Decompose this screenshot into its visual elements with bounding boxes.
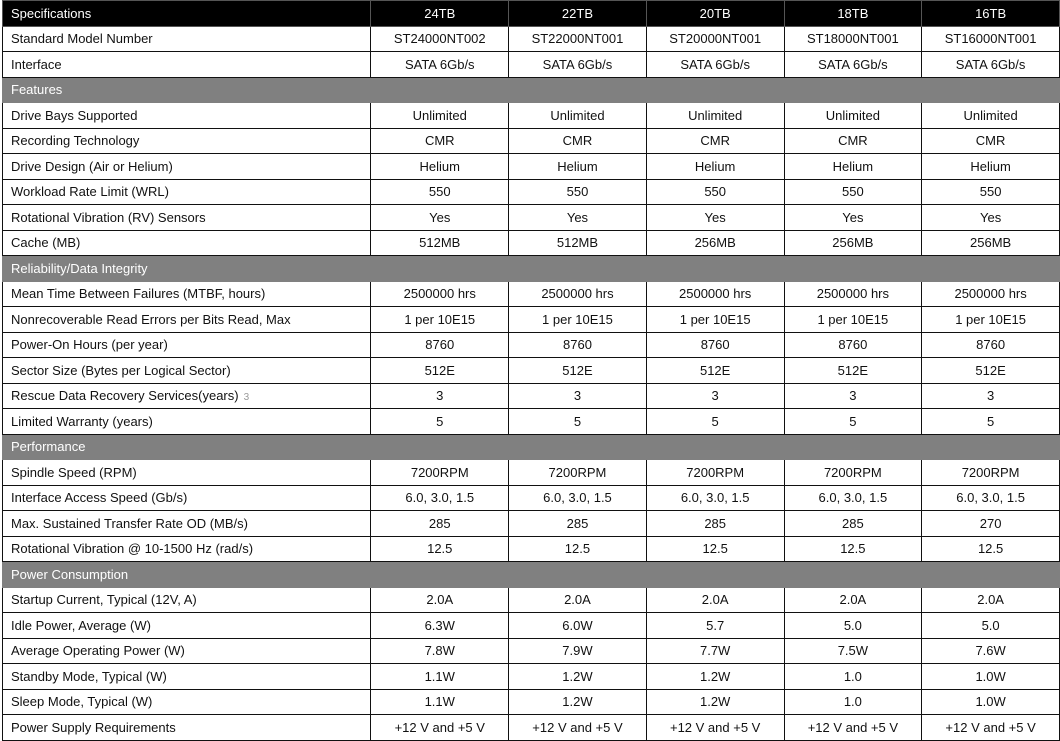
value-cell: 12.5 [371, 536, 509, 562]
row-label-cell [3, 52, 371, 78]
table-row [3, 536, 1060, 562]
value-cell: 12.5 [922, 536, 1060, 562]
table-row [3, 511, 1060, 537]
value-cell: 5.0 [922, 613, 1060, 639]
value-cell: 1.2W [646, 689, 784, 715]
value-cell: 6.3W [371, 613, 509, 639]
row-label: Standby Mode, Typical (W) [11, 668, 167, 684]
section-title: Reliability/Data Integrity [3, 256, 1060, 282]
value-cell: 5 [922, 409, 1060, 435]
value-cell: Unlimited [371, 103, 509, 129]
value-cell: CMR [509, 128, 647, 154]
value-cell: Yes [509, 205, 647, 231]
value-cell: +12 V and +5 V [371, 715, 509, 741]
row-label-cell [3, 26, 371, 52]
value-cell: Yes [646, 205, 784, 231]
value-cell: 2500000 hrs [509, 281, 647, 307]
row-label: Rotational Vibration (RV) Sensors [11, 209, 206, 225]
value-cell: CMR [784, 128, 922, 154]
value-cell: 550 [509, 179, 647, 205]
value-cell: 270 [922, 511, 1060, 537]
row-label: Interface [11, 56, 62, 72]
value-cell: 12.5 [784, 536, 922, 562]
section-row [3, 562, 1060, 588]
row-label-cell [3, 638, 371, 664]
value-cell: 7200RPM [922, 460, 1060, 486]
value-cell: Unlimited [922, 103, 1060, 129]
value-cell: ST20000NT001 [646, 26, 784, 52]
value-cell: 5 [371, 409, 509, 435]
value-cell: 1 per 10E15 [509, 307, 647, 333]
value-cell: Helium [371, 154, 509, 180]
row-label-cell [3, 281, 371, 307]
value-cell: Yes [371, 205, 509, 231]
row-label-cell [3, 485, 371, 511]
value-cell: 8760 [922, 332, 1060, 358]
value-cell: 1.2W [509, 689, 647, 715]
value-cell: 2.0A [784, 587, 922, 613]
header-capacity-24tb: 24TB [371, 1, 509, 27]
table-row [3, 332, 1060, 358]
value-cell: 285 [646, 511, 784, 537]
spec-table-body [3, 26, 1060, 740]
row-label-cell [3, 511, 371, 537]
row-label: Power-On Hours (per year) [11, 337, 168, 353]
row-label-cell [3, 460, 371, 486]
value-cell: ST22000NT001 [509, 26, 647, 52]
value-cell: 5.0 [784, 613, 922, 639]
section-row [3, 77, 1060, 103]
table-row [3, 358, 1060, 384]
section-title: Power Consumption [3, 562, 1060, 588]
value-cell: 550 [784, 179, 922, 205]
table-row [3, 154, 1060, 180]
row-label-cell [3, 383, 371, 409]
value-cell: 2500000 hrs [784, 281, 922, 307]
value-cell: Yes [922, 205, 1060, 231]
value-cell: 285 [509, 511, 647, 537]
value-cell: 12.5 [646, 536, 784, 562]
row-label-cell [3, 332, 371, 358]
value-cell: 7.7W [646, 638, 784, 664]
table-row [3, 52, 1060, 78]
table-row [3, 715, 1060, 741]
value-cell: 6.0W [509, 613, 647, 639]
value-cell: 6.0, 3.0, 1.5 [922, 485, 1060, 511]
section-row [3, 434, 1060, 460]
row-label: Average Operating Power (W) [11, 643, 185, 659]
value-cell: 1 per 10E15 [784, 307, 922, 333]
table-row [3, 689, 1060, 715]
row-label-cell [3, 154, 371, 180]
value-cell: Yes [784, 205, 922, 231]
row-label-cell [3, 613, 371, 639]
value-cell: 8760 [646, 332, 784, 358]
row-label: Drive Bays Supported [11, 107, 138, 123]
value-cell: 1.2W [646, 664, 784, 690]
value-cell: Helium [509, 154, 647, 180]
value-cell: 7200RPM [784, 460, 922, 486]
value-cell: 1.1W [371, 664, 509, 690]
value-cell: Helium [784, 154, 922, 180]
table-row [3, 103, 1060, 129]
value-cell: 512MB [371, 230, 509, 256]
table-row [3, 664, 1060, 690]
spec-table [2, 0, 1060, 741]
value-cell: 1 per 10E15 [371, 307, 509, 333]
row-label: Max. Sustained Transfer Rate OD (MB/s) [11, 515, 248, 531]
value-cell: 2500000 hrs [922, 281, 1060, 307]
section-title: Performance [3, 434, 1060, 460]
row-label: Rescue Data Recovery Services(years) [11, 388, 239, 404]
header-specifications: Specifications [3, 1, 371, 27]
value-cell: 256MB [784, 230, 922, 256]
value-cell: 6.0, 3.0, 1.5 [784, 485, 922, 511]
value-cell: 8760 [784, 332, 922, 358]
value-cell: SATA 6Gb/s [784, 52, 922, 78]
value-cell: 3 [371, 383, 509, 409]
value-cell: 8760 [371, 332, 509, 358]
value-cell: CMR [371, 128, 509, 154]
row-label: Nonrecoverable Read Errors per Bits Read, Max [11, 311, 291, 327]
value-cell: 1.0W [922, 664, 1060, 690]
table-row [3, 383, 1060, 409]
row-label: Workload Rate Limit (WRL) [11, 184, 169, 200]
row-label-cell [3, 205, 371, 231]
value-cell: 1.0 [784, 664, 922, 690]
row-label-cell [3, 307, 371, 333]
value-cell: 285 [784, 511, 922, 537]
value-cell: 1.0W [922, 689, 1060, 715]
value-cell: 5 [646, 409, 784, 435]
table-row [3, 26, 1060, 52]
value-cell: 6.0, 3.0, 1.5 [646, 485, 784, 511]
table-row [3, 638, 1060, 664]
value-cell: 1.1W [371, 689, 509, 715]
value-cell: 550 [922, 179, 1060, 205]
table-row [3, 460, 1060, 486]
value-cell: +12 V and +5 V [784, 715, 922, 741]
value-cell: 3 [922, 383, 1060, 409]
value-cell: 2.0A [371, 587, 509, 613]
value-cell: 12.5 [509, 536, 647, 562]
value-cell: 512E [371, 358, 509, 384]
row-label-cell [3, 715, 371, 741]
row-label-cell [3, 230, 371, 256]
value-cell: 7.8W [371, 638, 509, 664]
value-cell: 2.0A [922, 587, 1060, 613]
value-cell: Unlimited [784, 103, 922, 129]
value-cell: 8760 [509, 332, 647, 358]
row-label-cell [3, 689, 371, 715]
value-cell: 512E [509, 358, 647, 384]
value-cell: CMR [922, 128, 1060, 154]
value-cell: Helium [922, 154, 1060, 180]
header-row [3, 1, 1060, 27]
value-cell: 1 per 10E15 [646, 307, 784, 333]
header-capacity-16tb: 16TB [922, 1, 1060, 27]
table-row [3, 587, 1060, 613]
value-cell: ST24000NT002 [371, 26, 509, 52]
value-cell: 512E [646, 358, 784, 384]
value-cell: 256MB [646, 230, 784, 256]
section-title: Features [3, 77, 1060, 103]
value-cell: 7.5W [784, 638, 922, 664]
value-cell: 285 [371, 511, 509, 537]
value-cell: 550 [371, 179, 509, 205]
row-label: Sleep Mode, Typical (W) [11, 694, 153, 710]
value-cell: 2.0A [646, 587, 784, 613]
row-label-cell [3, 103, 371, 129]
value-cell: 5.7 [646, 613, 784, 639]
value-cell: 7.6W [922, 638, 1060, 664]
value-cell: SATA 6Gb/s [371, 52, 509, 78]
value-cell: ST18000NT001 [784, 26, 922, 52]
value-cell: 1 per 10E15 [922, 307, 1060, 333]
value-cell: 1.0 [784, 689, 922, 715]
value-cell: 2.0A [509, 587, 647, 613]
value-cell: Unlimited [646, 103, 784, 129]
row-label: Drive Design (Air or Helium) [11, 158, 173, 174]
row-label: Cache (MB) [11, 235, 81, 251]
value-cell: 5 [784, 409, 922, 435]
value-cell: 550 [646, 179, 784, 205]
value-cell: 512MB [509, 230, 647, 256]
row-label-cell [3, 409, 371, 435]
value-cell: 5 [509, 409, 647, 435]
value-cell: 7.9W [509, 638, 647, 664]
row-label: Sector Size (Bytes per Logical Sector) [11, 362, 231, 378]
header-capacity-18tb: 18TB [784, 1, 922, 27]
row-label: Idle Power, Average (W) [11, 617, 151, 633]
row-label: Mean Time Between Failures (MTBF, hours) [11, 286, 266, 302]
value-cell: 7200RPM [371, 460, 509, 486]
value-cell: 3 [646, 383, 784, 409]
row-label: Limited Warranty (years) [11, 413, 153, 429]
section-row [3, 256, 1060, 282]
table-row [3, 485, 1060, 511]
table-row [3, 230, 1060, 256]
value-cell: 3 [784, 383, 922, 409]
row-label: Spindle Speed (RPM) [11, 464, 137, 480]
value-cell: SATA 6Gb/s [509, 52, 647, 78]
value-cell: CMR [646, 128, 784, 154]
table-row [3, 409, 1060, 435]
value-cell: 7200RPM [509, 460, 647, 486]
table-row [3, 205, 1060, 231]
row-label: Startup Current, Typical (12V, A) [11, 592, 197, 608]
header-capacity-20tb: 20TB [646, 1, 784, 27]
table-row [3, 613, 1060, 639]
value-cell: 6.0, 3.0, 1.5 [509, 485, 647, 511]
value-cell: 2500000 hrs [646, 281, 784, 307]
value-cell: 256MB [922, 230, 1060, 256]
table-row [3, 128, 1060, 154]
table-row [3, 307, 1060, 333]
footnote-marker: 3 [243, 392, 250, 404]
header-capacity-22tb: 22TB [509, 1, 647, 27]
table-row [3, 281, 1060, 307]
value-cell: SATA 6Gb/s [646, 52, 784, 78]
row-label: Standard Model Number [11, 31, 153, 47]
row-label-cell [3, 536, 371, 562]
value-cell: SATA 6Gb/s [922, 52, 1060, 78]
value-cell: ST16000NT001 [922, 26, 1060, 52]
row-label-cell [3, 179, 371, 205]
value-cell: +12 V and +5 V [922, 715, 1060, 741]
value-cell: Unlimited [509, 103, 647, 129]
value-cell: 512E [922, 358, 1060, 384]
row-label: Recording Technology [11, 133, 140, 149]
value-cell: +12 V and +5 V [509, 715, 647, 741]
row-label-cell [3, 128, 371, 154]
value-cell: 512E [784, 358, 922, 384]
row-label: Power Supply Requirements [11, 719, 176, 735]
value-cell: 1.2W [509, 664, 647, 690]
value-cell: +12 V and +5 V [646, 715, 784, 741]
row-label-cell [3, 664, 371, 690]
row-label: Interface Access Speed (Gb/s) [11, 490, 188, 506]
table-row [3, 179, 1060, 205]
value-cell: 6.0, 3.0, 1.5 [371, 485, 509, 511]
row-label-cell [3, 587, 371, 613]
value-cell: 7200RPM [646, 460, 784, 486]
row-label: Rotational Vibration @ 10-1500 Hz (rad/s) [11, 541, 254, 557]
value-cell: Helium [646, 154, 784, 180]
value-cell: 3 [509, 383, 647, 409]
row-label-cell [3, 358, 371, 384]
value-cell: 2500000 hrs [371, 281, 509, 307]
